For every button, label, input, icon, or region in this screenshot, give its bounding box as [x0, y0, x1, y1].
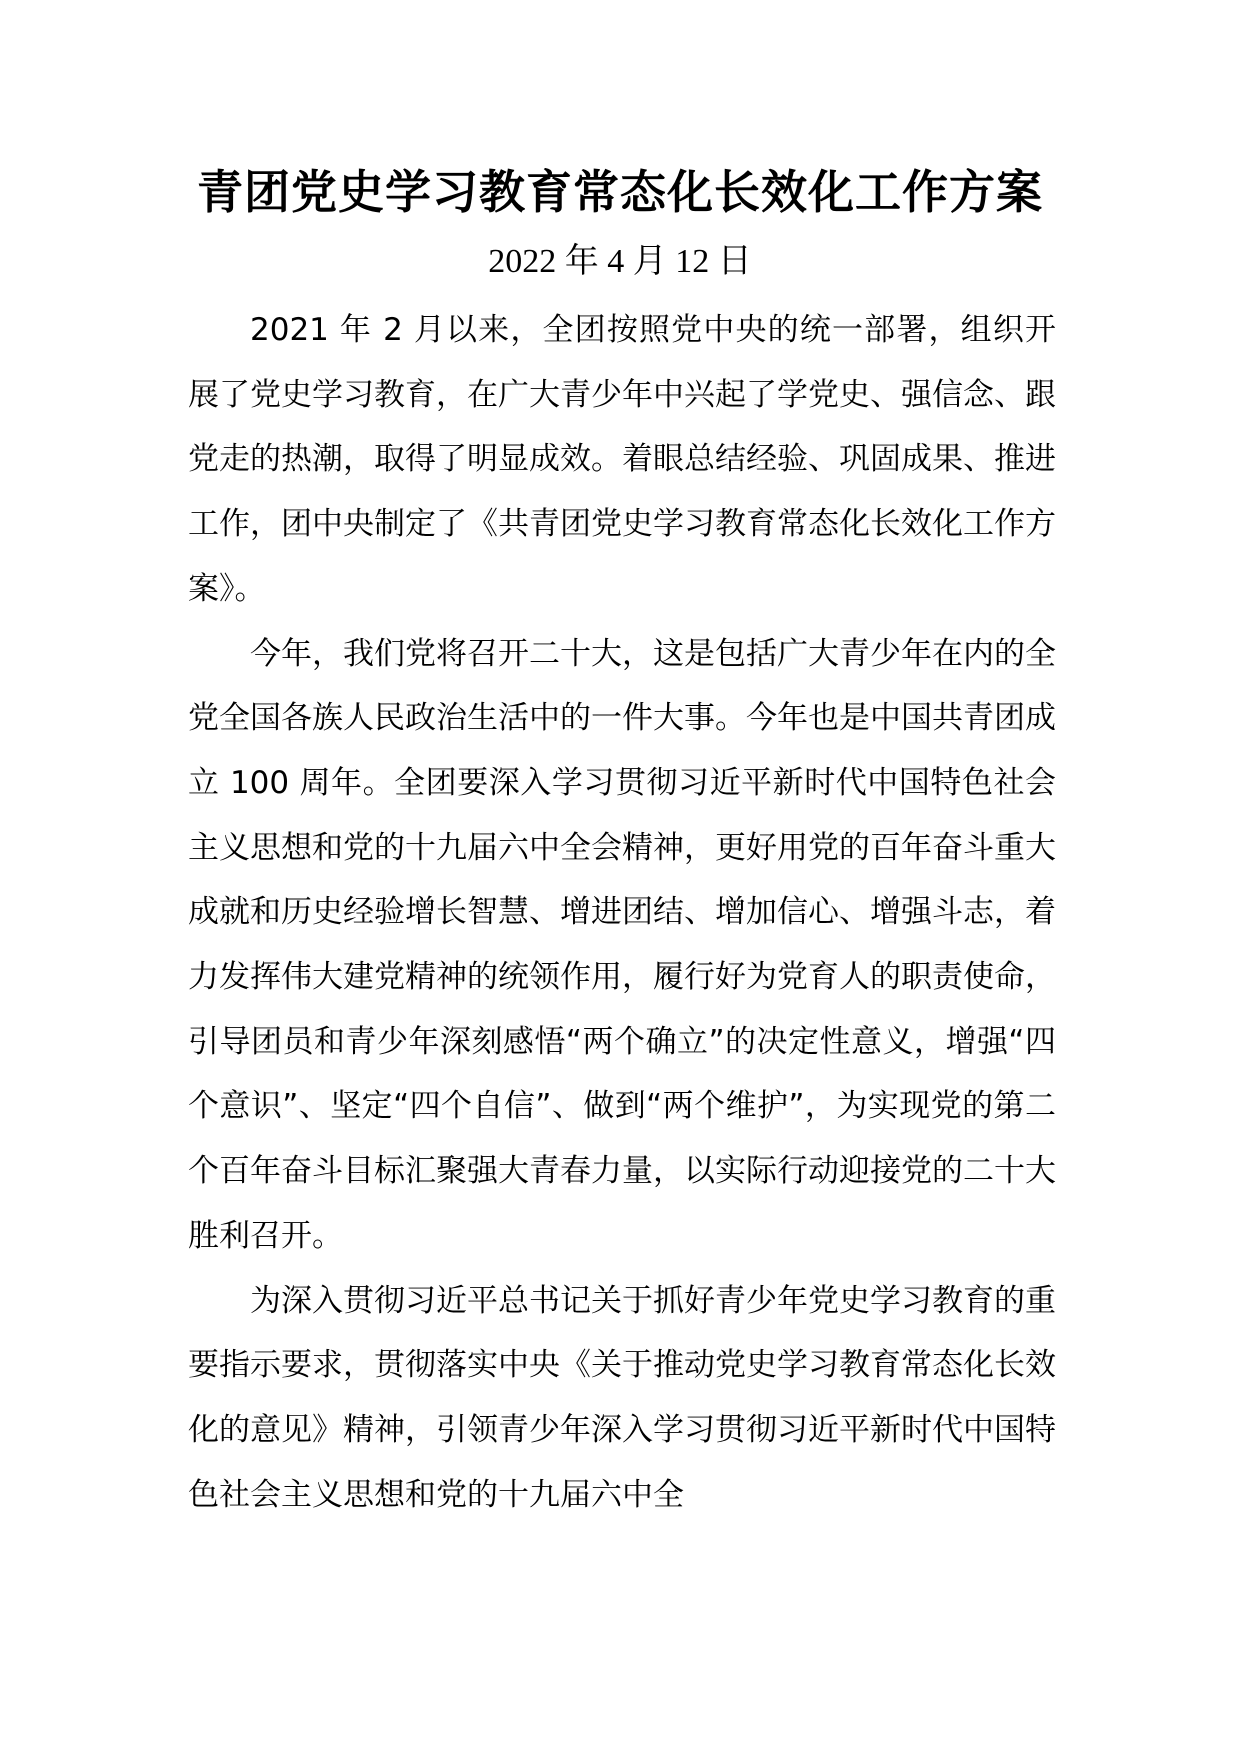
document-body: [188, 298, 1056, 1527]
document-title: 青团党史学习教育常态化长效化工作方案: [197, 165, 1043, 219]
document-date: 2022 年 4 月 12 日: [488, 243, 752, 280]
body-paragraph: 为深入贯彻习近平总书记关于抓好青少年党史学习教育的重要指示要求，贯彻落实中央《关于推动党史学习教育常态化长效化的意见》精神，引领青少年深入学习贯彻习近平新时代中国特色社会主义思想和党的十九届六中全: [188, 1282, 1056, 1513]
body-paragraph: 今年，我们党将召开二十大，这是包括广大青少年在内的全党全国各族人民政治生活中的一件大事。今年也是中国共青团成立 100 周年。全团要深入学习贯彻习近平新时代中国特色社会主义思想和党的十九届六中全会精神，更好用党的百年奋斗重大成就和历史经验增长智慧、增进团结、增加信心、增强斗志，着力发挥伟大建党精神的统领作用，履行好为党育人的职责使命，引导团员和青少年深刻感悟“两个确立”的决定性意义，增强“四个意识”、坚定“四个自信”、做到“两个维护”，为实现党的第二个百年奋斗目标汇聚强大青春力量，以实际行动迎接党的二十大胜利召开。: [188, 635, 1056, 1254]
body-paragraph: 2021 年 2 月以来，全团按照党中央的统一部署，组织开展了党史学习教育，在广大青少年中兴起了学党史、强信念、跟党走的热潮，取得了明显成效。着眼总结经验、巩固成果、推进工作，团中央制定了《共青团党史学习教育常态化长效化工作方案》。: [188, 312, 1056, 607]
